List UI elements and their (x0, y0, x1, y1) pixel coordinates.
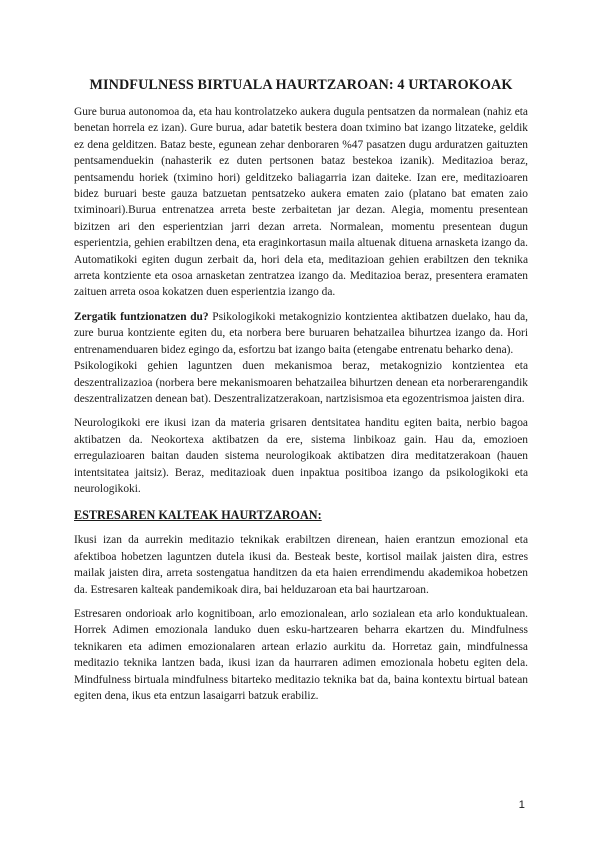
stress-heading: ESTRESAREN KALTEAK HAURTZAROAN: (74, 508, 322, 523)
why-paragraph (74, 309, 528, 358)
psych-paragraph: Psikologikoki gehien laguntzen duen mekanismoa beraz, metakognizio kontzientea eta deszentralizazioa (norbera bere mekanismoaren behatzailea bihurtzen denean eta norberarengandik deszentralizatzen denean bat). Deszentralizatzerakoan, nartzisismoa eta egozentrismoa jaisten dira. (74, 360, 528, 405)
stress-paragraph-1: Ikusi izan da aurrekin meditazio teknikak erabiltzen direnean, haien erantzun emozional eta afektiboa hobetzen laguntzen dutela ikusi da. Besteak beste, kortisol mailak jaisten dira, estres mailak jaisten dira, arreta sostengatua handitzen da eta haien errendimendu akademikoa hobetzen da. Estresaren kalteak pandemikoak dira, bai helduzaroan eta bai haurtzaroan. (74, 534, 528, 596)
intro-paragraph: Gure burua autonomoa da, eta hau kontrolatzeko aukera dugula pentsatzen da normalean (nahiz eta benetan horrela ez izan). Gure burua, adar batetik bestera doan tximino bat izango litzateke, geldik ez dena gelditzen. Bataz beste, egunean zehar denboraren %47 pasatzen dugu arduratzen gaituzten pentsamenduekin (nahasterik ez duten pertsonen bataz bestekoa izanik). Meditazioa beraz, pentsamendu horiek (tximino hori) gelditzeko baliagarria izan daiteke. Izan ere, meditazioaren bidez buruari beste gauza batzuetan pentsatzeko aukera ematen zaio (platano bat ematen zaio tximinoari).Burua entrenatzea arreta beste zerbaitetan jar dezan. Alegia, momentu presentean bizitzen ari den esperientzian jarri dezan arreta. Normalean, momentu presentean dugun esperientzia, gehien erabiltzen dena, eta eraginkortasun maila altuenak dituena arnasketa izango da. Automatikoki egiten dugun zerbait da, hori dela eta, meditazioan gehien erabiltzen den teknika arreta kontziente eta osoa arnasketan zentratzea izango da. Meditazioa beraz, presentera eramaten zaituen arreta osoa kokatzen duen esperientzia izango da. (74, 106, 528, 299)
stress-paragraph-2: Estresaren ondorioak arlo kognitiboan, arlo emozionalean, arlo sozialean eta arlo konduktualean. Horrek Adimen emozionala landuko duen esku-hartzearen beharra ekartzen du. Mindfulness teknikaren eta adimen emozionalaren artean erlazio aurkitu da. Horretaz gain, mindfulnessa meditazio teknika lantzen bada, ikusi izan da haurraren adimen emozionala hobetu egiten dela. Mindfulness birtuala mindfulness bitarteko meditazio teknika bat da, baina kontextu birtual batean egiten dena, ikus eta entzun lasaigarri batzuk erabiliz. (74, 607, 528, 702)
why-body: Psikologikoki metakognizio kontzientea aktibatzen duelako, hau da, zure burua kontziente egiten du, eta norbera bere buruaren behatzailea bihurtzea izango da. Hori entrenamenduaren bidez egingo da, esfortzu bat izango baita (etengabe entrenatu beharko dena). (74, 310, 528, 356)
neuro-paragraph: Neurologikoki ere ikusi izan da materia grisaren dentsitatea handitu egiten baita, nerbio bagoa aktibatzen da. Neokortexa aktibatzen da ere, sistema linbikoaz gain. Hau da, emozioen erregulazioaren baitan dauden sistema neurologikoak aktibatzen dira meditatzerakoan (hauen intentsitatea jaitsiz). Beraz, meditazioak duen inpaktua positiboa izango da psikologikoki eta neurologikoki. (74, 417, 528, 495)
document-title: MINDFULNESS BIRTUALA HAURTZAROAN: 4 URTAROKOAK (89, 77, 513, 93)
page-number: 1 (518, 799, 525, 811)
why-lead: Zergatik funtzionatzen du? (74, 310, 209, 323)
document-page (74, 76, 528, 710)
